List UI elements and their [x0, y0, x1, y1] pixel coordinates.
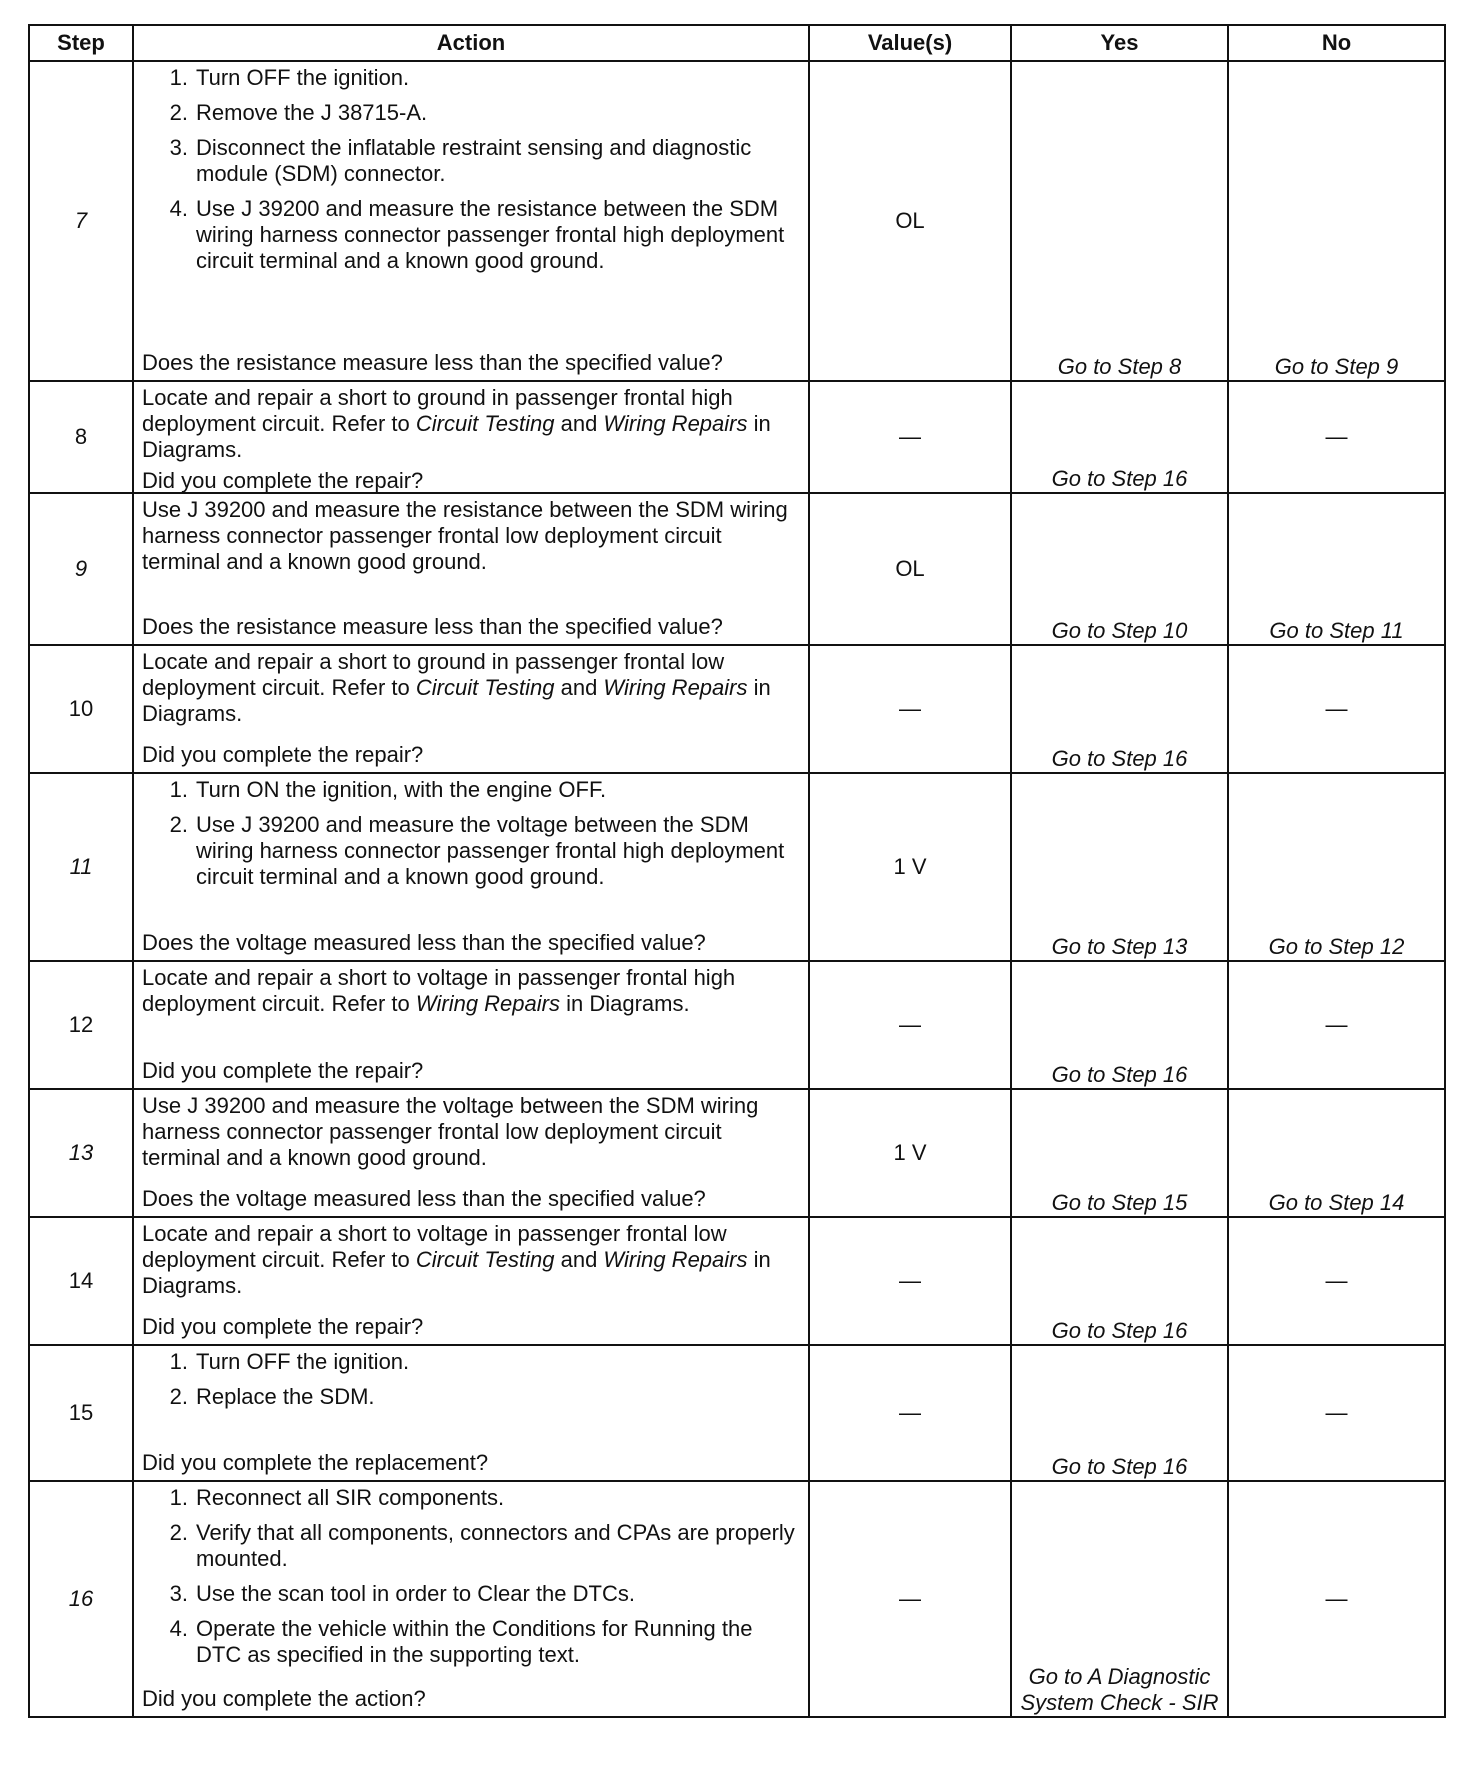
wiring-repairs-ref[interactable]: Wiring Repairs	[603, 411, 748, 436]
value-cell: —	[809, 1345, 1011, 1481]
no-cell: —	[1228, 1217, 1445, 1345]
list-item: 4. Operate the vehicle within the Conditions for Running the DTC as specified in the supporting text.	[169, 1616, 753, 1667]
header-action: Action	[133, 25, 809, 61]
yes-link[interactable]: Go to Step 16	[1011, 1345, 1228, 1481]
diagnostic-table	[28, 24, 1446, 1718]
action-question: Did you complete the action?	[142, 1686, 426, 1711]
action-text: Locate and repair a short to ground in passenger frontal low deployment circuit. Refer to Circuit Testing and Wiring Repairs in Diagrams.	[142, 649, 771, 726]
header-no: No	[1228, 25, 1445, 61]
value-cell: 1 V	[809, 773, 1011, 961]
yes-link[interactable]: Go to Step 10	[1011, 493, 1228, 645]
no-cell: —	[1228, 1481, 1445, 1717]
action-cell	[133, 1345, 809, 1481]
action-cell	[133, 1089, 809, 1217]
no-cell: —	[1228, 645, 1445, 773]
step-number: 7	[29, 61, 133, 381]
table-row	[29, 381, 1445, 493]
table-row	[29, 773, 1445, 961]
table-row	[29, 493, 1445, 645]
header-step: Step	[29, 25, 133, 61]
action-question: Does the resistance measure less than the specified value?	[142, 350, 723, 375]
action-cell	[133, 645, 809, 773]
action-cell	[133, 773, 809, 961]
action-cell	[133, 381, 809, 493]
yes-link[interactable]: Go to Step 16	[1011, 1217, 1228, 1345]
step-number: 11	[29, 773, 133, 961]
yes-link[interactable]: Go to Step 16	[1011, 381, 1228, 493]
value-cell: —	[809, 645, 1011, 773]
action-text: Use J 39200 and measure the resistance between the SDM wiring harness connector passenger frontal low deployment circuit terminal and a known good ground.	[142, 497, 788, 574]
list-item: 1. Turn OFF the ignition.	[169, 65, 410, 90]
step-number: 8	[29, 381, 133, 493]
list-item: 3. Use the scan tool in order to Clear the DTCs.	[169, 1581, 635, 1606]
step-number: 15	[29, 1345, 133, 1481]
action-steps	[142, 1485, 800, 1668]
table-row	[29, 1345, 1445, 1481]
table-row	[29, 1217, 1445, 1345]
action-cell	[133, 61, 809, 381]
header-values: Value(s)	[809, 25, 1011, 61]
step-number: 12	[29, 961, 133, 1089]
action-question: Does the voltage measured less than the specified value?	[142, 1186, 706, 1211]
yes-link[interactable]: Go to Step 16	[1011, 961, 1228, 1089]
no-cell: —	[1228, 381, 1445, 493]
value-cell: —	[809, 381, 1011, 493]
value-cell: —	[809, 961, 1011, 1089]
circuit-testing-ref[interactable]: Circuit Testing	[415, 411, 555, 436]
table-row	[29, 645, 1445, 773]
action-text: Locate and repair a short to ground in passenger frontal high deployment circuit. Refer to Circuit Testing and Wiring Repairs in Diagrams.	[142, 385, 771, 462]
action-question: Did you complete the repair?	[142, 742, 424, 767]
action-question: Does the resistance measure less than the specified value?	[142, 614, 723, 639]
action-steps	[142, 1349, 800, 1410]
value-cell: —	[809, 1217, 1011, 1345]
action-cell	[133, 1217, 809, 1345]
value-cell: OL	[809, 61, 1011, 381]
step-number: 10	[29, 645, 133, 773]
list-item: 3. Disconnect the inflatable restraint sensing and diagnostic module (SDM) connector.	[169, 135, 752, 186]
step-number: 14	[29, 1217, 133, 1345]
wiring-repairs-ref[interactable]: Wiring Repairs	[603, 675, 748, 700]
step-number: 13	[29, 1089, 133, 1217]
list-item: 2. Use J 39200 and measure the voltage between the SDM wiring harness connector passenger frontal high deployment circuit terminal and a known good ground.	[169, 812, 785, 889]
step-number: 9	[29, 493, 133, 645]
action-question: Did you complete the repair?	[142, 468, 424, 493]
value-cell: OL	[809, 493, 1011, 645]
action-question: Does the voltage measured less than the specified value?	[142, 930, 706, 955]
action-text: Use J 39200 and measure the voltage between the SDM wiring harness connector passenger frontal low deployment circuit terminal and a known good ground.	[142, 1093, 759, 1170]
action-steps	[142, 65, 800, 274]
yes-link[interactable]: Go to Step 13	[1011, 773, 1228, 961]
header-row	[29, 25, 1445, 61]
diagnostic-system-check-ref[interactable]: A Diagnostic System Check - SIR	[1020, 1664, 1219, 1715]
step-number: 16	[29, 1481, 133, 1717]
action-cell	[133, 1481, 809, 1717]
list-item: 1. Turn ON the ignition, with the engine OFF.	[169, 777, 607, 802]
yes-link[interactable]: Go to Step 16	[1011, 645, 1228, 773]
action-text: Locate and repair a short to voltage in passenger frontal low deployment circuit. Refer to Circuit Testing and Wiring Repairs in Diagrams.	[142, 1221, 771, 1298]
action-question: Did you complete the repair?	[142, 1058, 424, 1083]
list-item: 1. Reconnect all SIR components.	[169, 1485, 505, 1510]
no-link[interactable]: Go to Step 9	[1228, 61, 1445, 381]
list-item: 2. Remove the J 38715-A.	[169, 100, 428, 125]
yes-link[interactable]: Go to Step 15	[1011, 1089, 1228, 1217]
list-item: 4. Use J 39200 and measure the resistance between the SDM wiring harness connector passenger frontal high deployment circuit terminal and a known good ground.	[169, 196, 785, 273]
no-link[interactable]: Go to Step 14	[1228, 1089, 1445, 1217]
no-cell: —	[1228, 1345, 1445, 1481]
action-question: Did you complete the replacement?	[142, 1450, 489, 1475]
no-cell: —	[1228, 961, 1445, 1089]
no-link[interactable]: Go to Step 11	[1228, 493, 1445, 645]
table-row	[29, 1481, 1445, 1717]
wiring-repairs-ref[interactable]: Wiring Repairs	[603, 1247, 748, 1272]
value-cell: 1 V	[809, 1089, 1011, 1217]
list-item: 2. Replace the SDM.	[169, 1384, 375, 1409]
action-text: Locate and repair a short to voltage in passenger frontal high deployment circuit. Refer to Wiring Repairs in Diagrams.	[142, 965, 736, 1016]
no-link[interactable]: Go to Step 12	[1228, 773, 1445, 961]
yes-link[interactable]: Go to A Diagnostic System Check - SIR	[1011, 1481, 1228, 1717]
list-item: 1. Turn OFF the ignition.	[169, 1349, 410, 1374]
list-item: 2. Verify that all components, connectors and CPAs are properly mounted.	[169, 1520, 795, 1571]
table-row	[29, 61, 1445, 381]
action-question: Did you complete the repair?	[142, 1314, 424, 1339]
circuit-testing-ref[interactable]: Circuit Testing	[415, 675, 555, 700]
action-cell	[133, 961, 809, 1089]
header-yes: Yes	[1011, 25, 1228, 61]
action-steps	[142, 777, 800, 890]
circuit-testing-ref[interactable]: Circuit Testing	[415, 1247, 555, 1272]
table-row	[29, 961, 1445, 1089]
yes-link[interactable]: Go to Step 8	[1011, 61, 1228, 381]
action-cell	[133, 493, 809, 645]
value-cell: —	[809, 1481, 1011, 1717]
table-row	[29, 1089, 1445, 1217]
wiring-repairs-ref[interactable]: Wiring Repairs	[415, 991, 560, 1016]
